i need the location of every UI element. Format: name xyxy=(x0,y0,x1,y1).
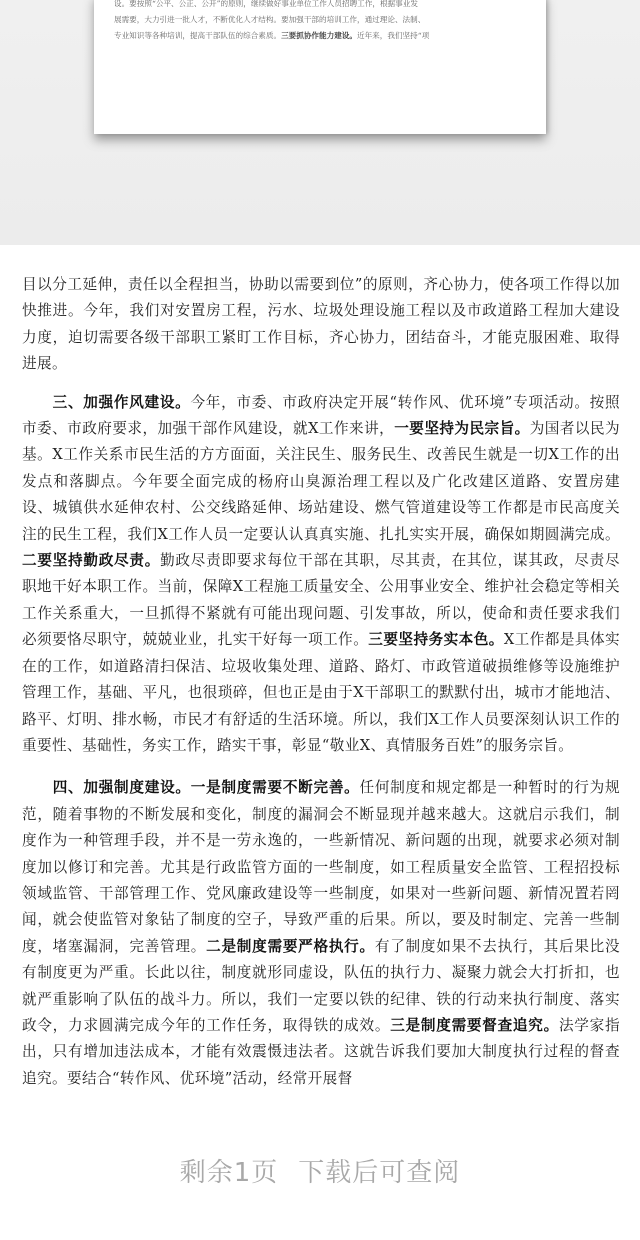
preview-line: 设。要按照“公平、公正、公开”的原则，继续做好事业单位工作人员招聘工作，根据事业发 xyxy=(114,0,418,8)
preview-line: 展需要，大力引进一批人才，不断优化人才结构。要加强干部的培训工作，通过理论、法制、 xyxy=(114,15,426,24)
paragraph-text: 勤政尽责即要求每位干部在其职，尽其责，在其位，谋其政，尽责尽职地干好本职工作。当前，保障X工程施工质量安全、公用事业安全、维护社会稳定等相关工作关系重大，一旦抓得不紧就有可能出现问题、引发事故，所以，使命和责任要求我们必须要恪尽职守，兢兢业业，扎实干好每一项工作。 xyxy=(22,552,620,649)
paragraph-style-building xyxy=(22,390,620,760)
download-to-view-text[interactable]: 下载后可查阅 xyxy=(298,1158,461,1188)
paragraph-text: 法学家指出，只有增加违法成本，才能有效震慑违法者。这就告诉我们要加大制度执行过程的督查追究。要结合“转作风、优环境”活动，经常开展督 xyxy=(22,1016,620,1087)
paragraph-continuation: 目以分工延伸，责任以全程担当，协助以需要到位”的原则，齐心协力，使各项工作得以加快推进。今年，我们对安置房工程，污水、垃圾处理设施工程以及市政道路工程加大建设力度，迫切需要各级干部职工紧盯工作目标，齐心协力，团结奋斗，才能克服困难、取得进展。 xyxy=(22,276,620,373)
preview-text: 专业知识等各种培训，提高干部队伍的综合素质。 xyxy=(114,31,282,40)
key-point: 三是制度需要督查追究。 xyxy=(390,1016,559,1034)
paragraph-text: 有了制度如果不去执行，其后果比没有制度更为严重。长此以往，制度就形同虚设，队伍的执行力、凝聚力就会大打折扣，也就严重影响了队伍的战斗力。所以，我们一定要以铁的纪律、铁的行动来执行制度、落实政令，力求圆满完成今年的工作任务，取得铁的成效。 xyxy=(22,937,620,1034)
document-preview-area xyxy=(0,0,640,245)
section-heading: 三、加强作风建设。 xyxy=(52,393,191,411)
paragraph-text: 任何制度和规定都是一种暂时的行为规范，随着事物的不断发展和变化，制度的漏洞会不断显现并越来越大。这就启示我们，制度作为一种管理手段，并不是一劳永逸的，一些新情况、新问题的出现，就要求必须对制度加以修订和完善。尤其是行政监管方面的一些制度，如工程质量安全监管、工程招投标领域监管、干部管理工作、党风廉政建设等一些制度，如果对一些新问题、新情况置若罔闻，就会使监管对象钻了制度的空子，导致严重的后果。所以，要及时制定、完善一些制度，堵塞漏洞，完善管理。 xyxy=(22,779,620,955)
preview-line xyxy=(94,28,546,44)
download-prompt[interactable] xyxy=(0,1152,640,1202)
remaining-pages-text: 剩余1页 xyxy=(179,1158,279,1188)
key-point: 三要坚持务实本色。 xyxy=(368,631,504,649)
key-point: 一要坚持为民宗旨。 xyxy=(394,420,530,438)
key-point: 二是制度需要严格执行。 xyxy=(206,937,375,955)
key-point: 一是制度需要不断完善。 xyxy=(190,779,360,797)
paragraph-text: X工作都是具体实在的工作，如道路清扫保洁、垃圾收集处理、道路、路灯、市政管道破损维修等设施维护管理工作，基础、平凡，也很琐碎，但也正是由于X干部职工的默默付出，城市才能地洁、路平、灯明、排水畅，市民才有舒适的生活环境。所以，我们X工作人员要深刻认识工作的重要性、基础性，务实工作，踏实干事，彰显“敬业X、真情服务百姓”的服务宗旨。 xyxy=(22,631,620,754)
preview-text: 近年来，我们坚持“项 xyxy=(357,31,430,40)
paragraph-text: 今年，市委、市政府决定开展“转作风、优环境”专项活动。按照市委、市政府要求，加强干部作风建设，就X工作来讲， xyxy=(22,393,620,438)
section-heading: 四、加强制度建设。 xyxy=(52,779,191,797)
paragraph-text: 为国者以民为基。X工作关系市民生活的方方面面，关注民生、服务民生、改善民生就是一切X工作的出发点和落脚点。今年要全面完成的杨府山臭源治理工程以及广化改建区道路、安置房建设、城镇供水延伸农村、公交线路延伸、场站建设、燃气管道建设等工作都是市民高度关注的民生工程，我们X工作人员一定要认认真真实施、扎扎实实开展，确保如期圆满完成。 xyxy=(22,420,620,543)
preview-bold-text: 三要抓协作能力建设。 xyxy=(281,31,357,40)
key-point: 二要坚持勤政尽责。 xyxy=(22,552,161,570)
preview-page-card xyxy=(94,0,546,134)
document-body xyxy=(22,272,620,1092)
paragraph-system-building xyxy=(22,775,620,1092)
